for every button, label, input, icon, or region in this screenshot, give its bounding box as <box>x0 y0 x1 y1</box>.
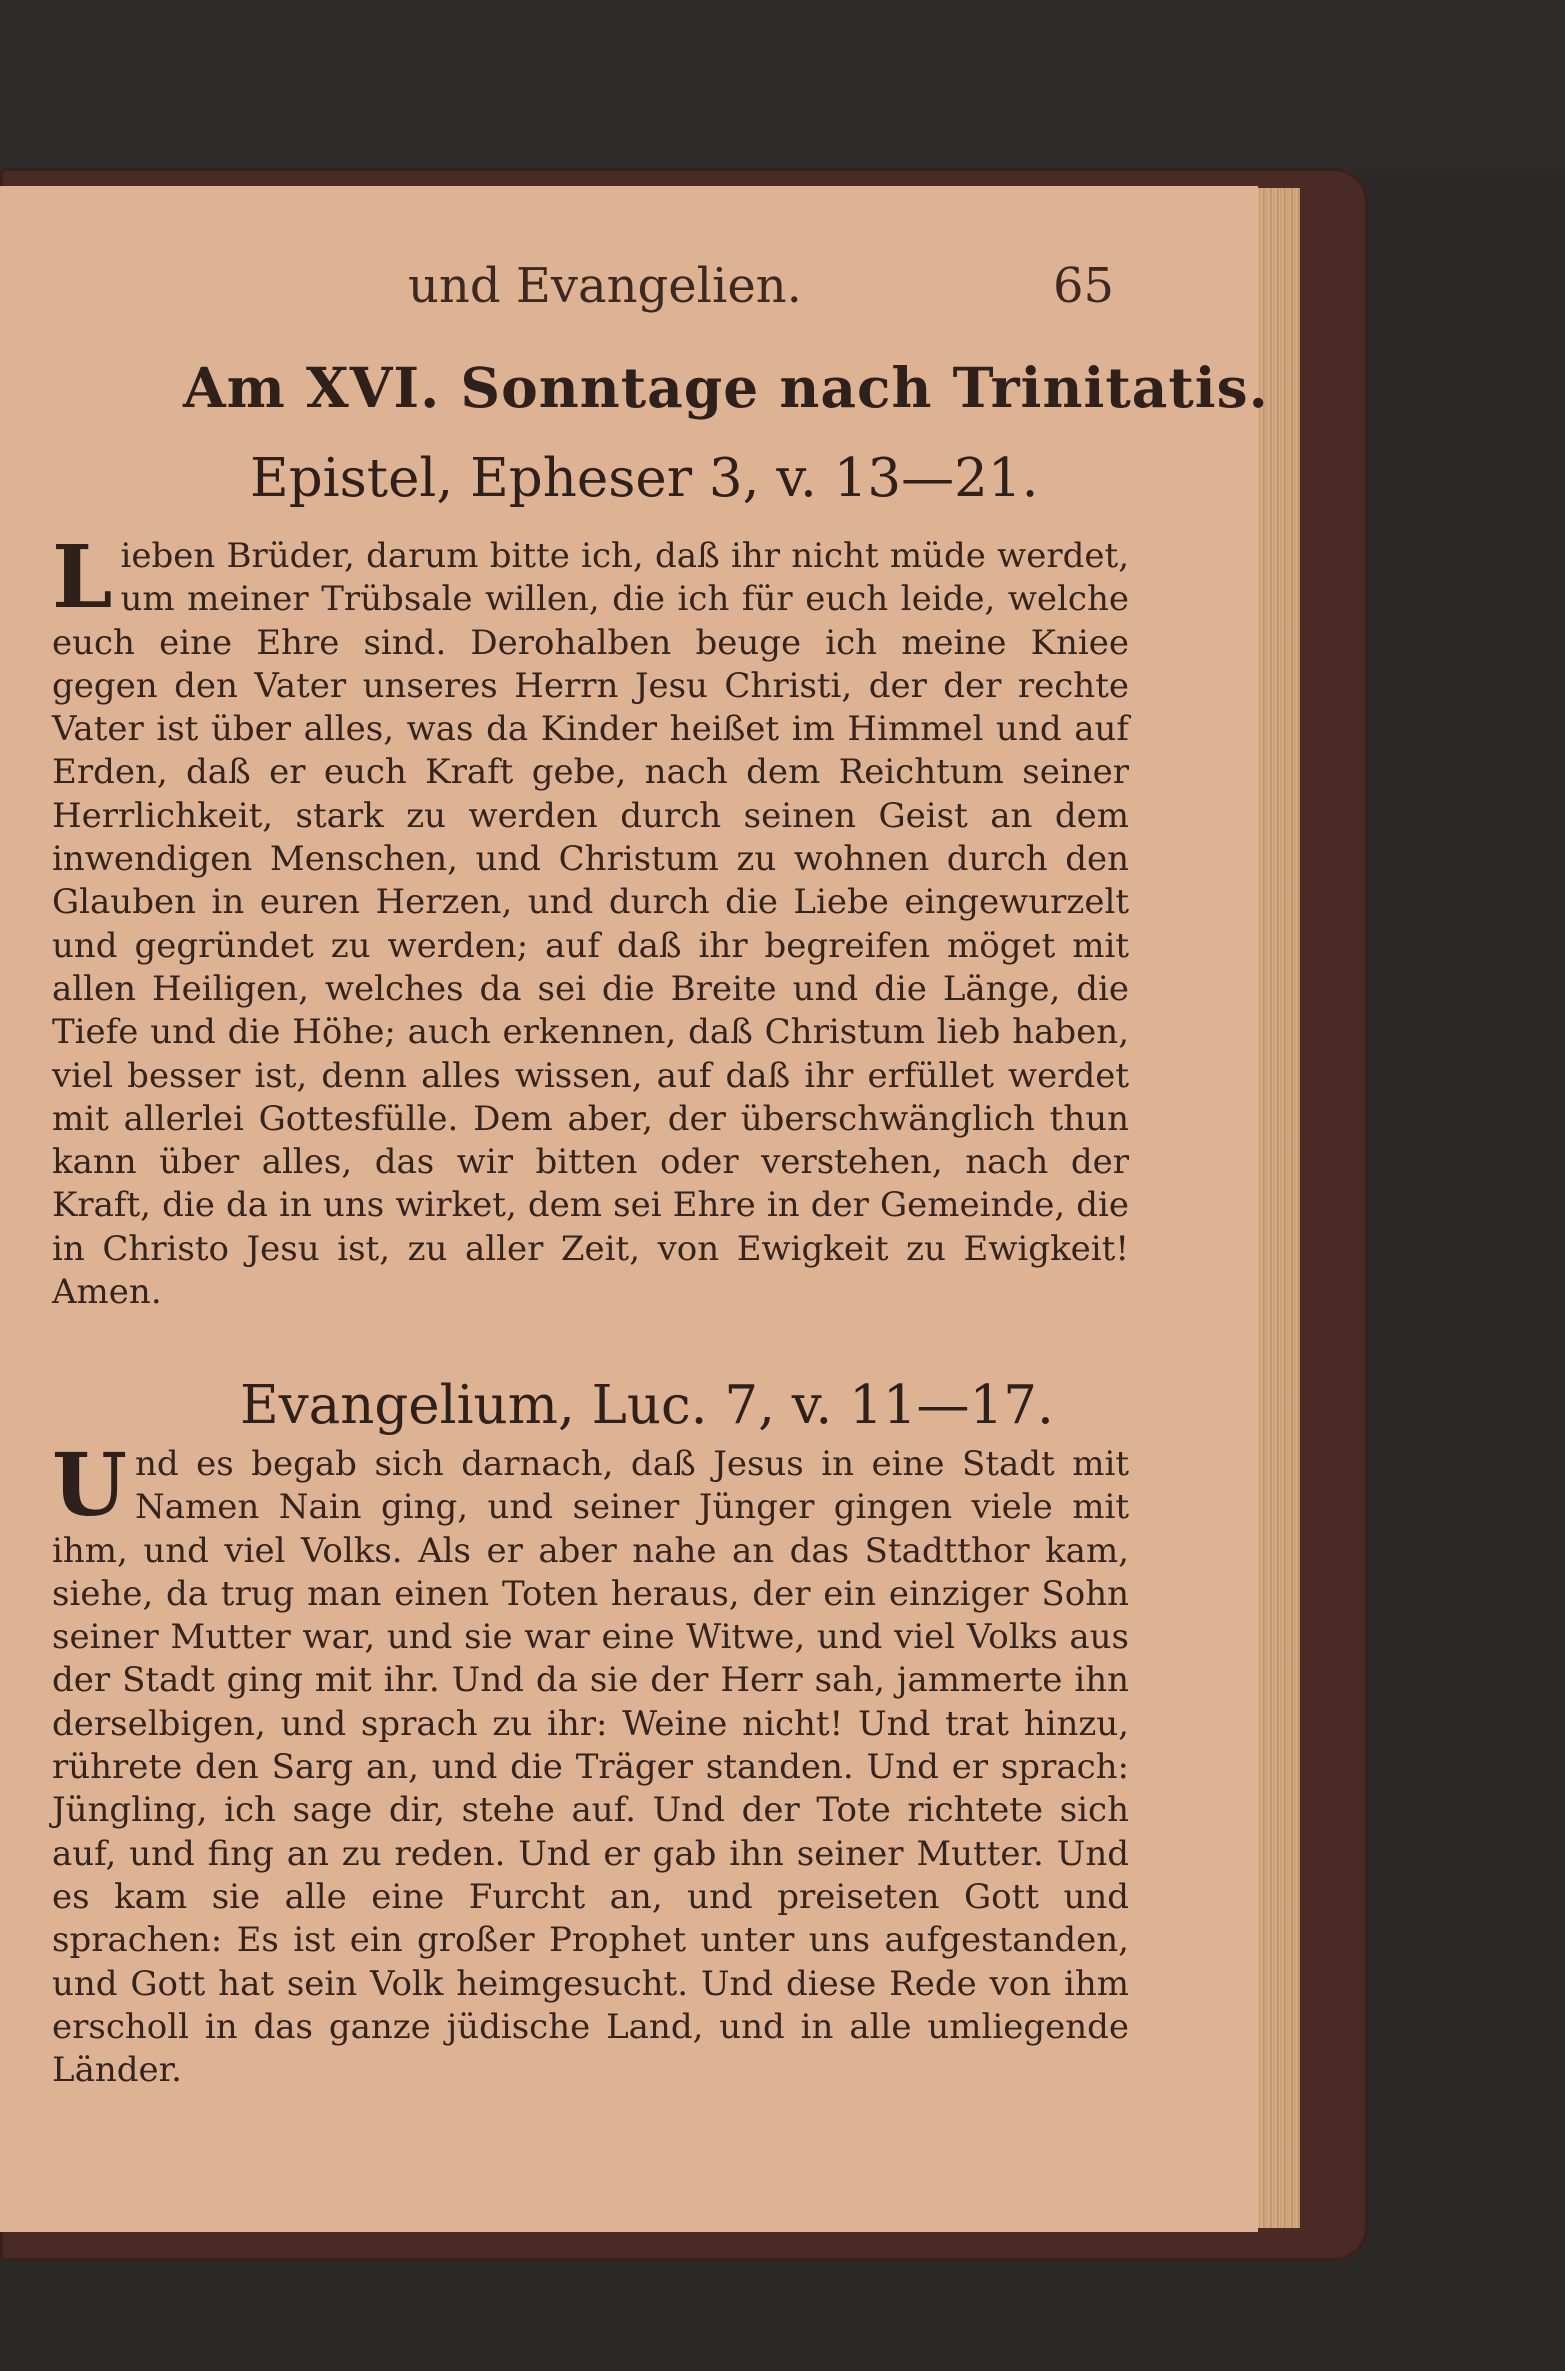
gospel-body: nd es begab sich darnach, daß Jesus in eine Stadt mit Namen Nain ging, und seiner Jünger gingen viele mit ihm, und viel Volks. Als er aber nahe an das Stadtthor kam, siehe, da trug man einen Toten heraus, der ein einziger Sohn seiner Mutter war, und sie war eine Witwe, und viel Volks aus der Stadt ging mit ihr. Und da sie der Herr sah, jammerte ihn derselbigen, und sprach zu ihr: Weine nicht! Und trat hinzu, rührete den Sarg an, und die Träger standen. Und er sprach: Jüngling, ich sage dir, stehe auf. Und der Tote richtete sich auf, und fing an zu reden. Und er gab ihn seiner Mutter. Und es kam sie alle eine Furcht an, und preiseten Gott und sprachen: Es ist ein großer Prophet unter uns aufgestanden, und Gott hat sein Volk heimgesucht. Und diese Rede von ihm erscholl in das ganze jüdische Land, und in alle umliegende Länder. <box>52 1444 1129 2091</box>
background <box>0 0 1565 175</box>
page-number: 65 <box>1053 258 1115 314</box>
epistle-drop-initial: L <box>52 527 113 628</box>
epistle-text <box>52 527 1129 1314</box>
gospel-heading: Evangelium, Luc. 7, v. 11—17. <box>240 1375 1054 1436</box>
epistle-heading: Epistel, Epheser 3, v. 13—21. <box>250 448 1039 509</box>
gospel-text <box>52 1435 1129 2092</box>
page-title: Am XVI. Sonntage nach Trinitatis. <box>183 355 1269 420</box>
gospel-drop-initial: U <box>52 1435 127 1536</box>
epistle-body: ieben Brüder, darum bitte ich, daß ihr nicht müde werdet, um meiner Trübsale willen, die ich für euch leide, welche euch eine Ehre sind. Derohalben beuge ich meine Kniee gegen den Vater unseres Herrn Jesu Christi, der der rechte Vater ist über alles, was da Kinder heißet im Himmel und auf Erden, daß er euch Kraft gebe, nach dem Reichtum seiner Herrlichkeit, stark zu werden durch seinen Geist an dem inwendigen Menschen, und Christum zu wohnen durch den Glauben in euren Herzen, und durch die Liebe eingewurzelt und gegründet zu werden; auf daß ihr begreifen möget mit allen Heiligen, welches da sei die Breite und die Länge, die Tiefe und die Höhe; auch erkennen, daß Christum lieb haben, viel besser ist, denn alles wissen, auf daß ihr erfüllet werdet mit allerlei Gottesfülle. Dem aber, der überschwänglich thun kann über alles, das wir bitten oder verstehen, nach der Kraft, die da in uns wirket, dem sei Ehre in der Gemeinde, die in Christo Jesu ist, zu aller Zeit, von Ewigkeit zu Ewigkeit! Amen. <box>52 536 1129 1313</box>
running-title: und Evangelien. <box>408 258 802 314</box>
